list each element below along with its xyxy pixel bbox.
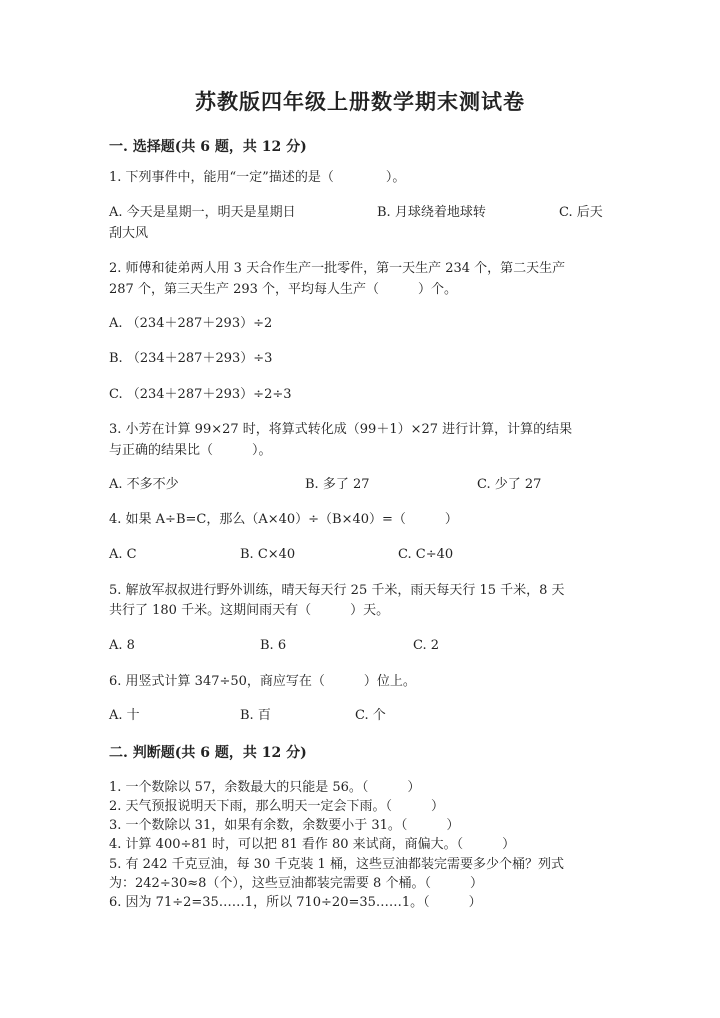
question-3-option-b: B. 多了 27 xyxy=(305,477,370,492)
judgement-item-1: 1. 一个数除以 57，余数最大的只能是 56。（ ） xyxy=(109,780,421,795)
question-1-stem: 1. 下列事件中，能用“一定”描述的是（ ）。 xyxy=(109,170,406,185)
judgement-item-4: 4. 计算 400÷81 时，可以把 81 看作 80 来试商，商偏大。（ ） xyxy=(109,837,516,852)
question-3-stem-line2: 与正确的结果比（ ）。 xyxy=(109,443,272,458)
question-6-option-b: B. 百 xyxy=(240,708,271,723)
judgement-item-2: 2. 天气预报说明天下雨，那么明天一定会下雨。（ ） xyxy=(109,799,445,814)
question-6-stem: 6. 用竖式计算 347÷50，商应写在（ ）位上。 xyxy=(109,674,416,689)
question-4-option-c: C. C÷40 xyxy=(398,547,454,562)
question-2-stem-line1: 2. 师傅和徒弟两人用 3 天合作生产一批零件，第一天生产 234 个，第二天生产 xyxy=(109,261,566,276)
question-2-option-b: B. （234＋287＋293）÷3 xyxy=(109,351,273,366)
question-3-option-a: A. 不多不少 xyxy=(109,477,179,492)
question-5-stem-line1: 5. 解放军叔叔进行野外训练，晴天每天行 25 千米，雨天每天行 15 千米，8 天 xyxy=(109,583,565,598)
question-4-option-b: B. C×40 xyxy=(240,547,296,562)
question-3-stem-line1: 3. 小芳在计算 99×27 时，将算式转化成（99＋1）×27 进行计算，计算的结果 xyxy=(109,422,573,437)
question-3-option-c: C. 少了 27 xyxy=(477,477,542,492)
question-4-stem: 4. 如果 A÷B=C，那么（A×40）÷（B×40）=（ ） xyxy=(109,512,458,527)
question-1-option-c-continued: 刮大风 xyxy=(109,226,149,241)
question-1-option-c: C. 后天 xyxy=(559,205,603,220)
question-2-option-a: A. （234＋287＋293）÷2 xyxy=(109,316,273,331)
judgement-item-5-line2: 为：242÷30≈8（个），这些豆油都装完需要 8 个桶。（ ） xyxy=(109,876,483,891)
judgement-item-3: 3. 一个数除以 31，如果有余数，余数要小于 31。（ ） xyxy=(109,818,460,833)
question-1-option-a: A. 今天是星期一，明天是星期日 xyxy=(109,205,296,220)
judgement-item-5-line1: 5. 有 242 千克豆油，每 30 千克装 1 桶，这些豆油都装完需要多少个桶？列式 xyxy=(109,857,564,872)
section-heading-true-false: 二. 判断题(共 6 题，共 12 分) xyxy=(109,745,307,761)
question-4-option-a: A. C xyxy=(109,547,137,562)
judgement-item-6: 6. 因为 71÷2=35……1，所以 710÷20=35……1。（ ） xyxy=(109,895,482,910)
question-5-option-b: B. 6 xyxy=(260,638,287,653)
question-5-option-a: A. 8 xyxy=(109,638,135,653)
page-title: 苏教版四年级上册数学期末测试卷 xyxy=(195,89,525,114)
question-2-option-c: C. （234＋287＋293）÷2÷3 xyxy=(109,387,292,402)
question-6-option-c: C. 个 xyxy=(355,708,386,723)
question-5-stem-line2: 共行了 180 千米。这期间雨天有（ ）天。 xyxy=(109,603,390,618)
section-heading-choice: 一. 选择题(共 6 题，共 12 分) xyxy=(109,139,307,155)
question-6-option-a: A. 十 xyxy=(109,708,140,723)
question-2-stem-line2: 287 个，第三天生产 293 个，平均每人生产（ ）个。 xyxy=(109,282,458,297)
question-1-option-b: B. 月球绕着地球转 xyxy=(377,205,486,220)
question-5-option-c: C. 2 xyxy=(413,638,440,653)
